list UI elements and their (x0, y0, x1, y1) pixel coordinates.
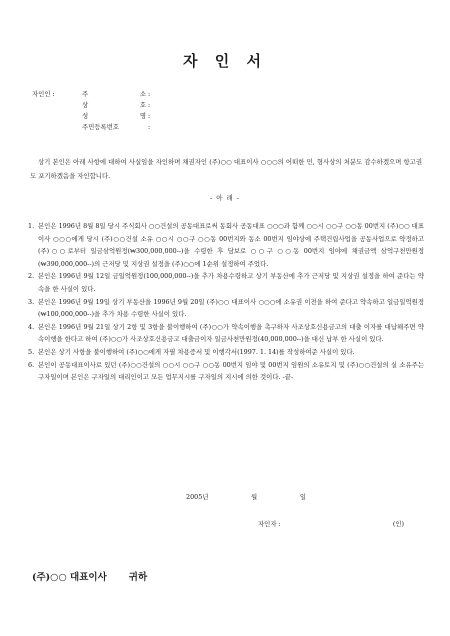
list-item (28, 270, 424, 295)
addressee-name: (주)○○ 대표이사 (32, 572, 107, 583)
item-text: 본인은 1996년 8월 8일 당시 주식회사 ○○건설의 공동대표로써 동회사 공동대표 ○○○과 함께 ○○시 ○○구 ○○동 00번지 (주)○○ 대표이사 ○○○에게 당시 (주)○○건설 소유 ○○시 ○○구 ○○동 00번지와 동소 00번지 임야상에 주택건립사업을 공동사업으로 약정하고 (주)○○로부터 일금삼억원정(₩300,000,000--)을 수령한 후 담보로 ○○구 ○○동 00번지 임야에 채권금액 삼억구천만원정(₩390,000,000--)의 근저당 및 지상권 설정을 (주)○○에 1순위 설정하여 주었다. (38, 222, 424, 268)
list-item (28, 346, 424, 359)
item-text: 본인은 1996년 9월 21일 상기 2항 및 3항을 불이행하여 (주)○○가 약속이행을 촉구하자 사조상호신용금고의 대출 이자를 대납해주면 약속이행을 한다고 하여 (주)○○가 사조상호신용금고 대출금이자 일금사천만원정(40,000,000--)을 대신 납부 한 사실이 있다. (38, 322, 424, 344)
section-separator: - 아 래 - (210, 194, 240, 202)
date-day: 일 (299, 493, 306, 501)
address-label: 주 소 (82, 90, 146, 98)
resident-number-colon: : (148, 123, 151, 131)
item-text: 본인이 공동대표이사로 있던 (주)○○건설의 ○○시 ○○구 ○○동 00번지 임야 및 00번지 임원의 소유토지 및 (주)○○건설의 실 소유주는 구자일이며 본인은 구자일의 대리인이고 모든 업무지시를 구자일의 지시에 의한 것이다. -끝- (38, 360, 424, 382)
item-text: 본인은 1996년 9월 12일 금일억원정(100,000,000--)을 추가 차용수령하고 상기 부동산에 추가 근저당 및 지상권 설정을 하여 준다는 약속을 한 사실이 있다. (38, 272, 424, 293)
company-colon: : (148, 101, 151, 109)
intro-paragraph: 상기 본인은 아래 사항에 대하여 사실임을 자인하며 채권자인 (주)○○ 대표이사 ○○○의 어떠한 민, 형사상의 처분도 감수하겠으며 항고권도 포기하겠음을 자인합니다. (30, 158, 422, 180)
name-label: 성 명 (82, 112, 146, 120)
resident-number-label: 주민등록번호 (82, 123, 120, 131)
name-colon: : (148, 112, 151, 120)
item-number: 4. (28, 322, 35, 331)
date-month: 월 (251, 493, 258, 501)
list-item (28, 359, 424, 384)
info-row-name (32, 111, 158, 122)
addressee (32, 569, 147, 583)
item-number: 2. (28, 272, 35, 281)
declarant-head-label: 자인인 : (32, 90, 55, 98)
document-title: 자 인 서 (183, 52, 267, 70)
info-row-company (32, 100, 158, 111)
addressee-suffix: 귀하 (128, 572, 148, 583)
declarant-info (32, 89, 158, 133)
list-item (28, 296, 424, 321)
info-row-address (32, 89, 158, 100)
company-label: 상 호 (82, 101, 146, 109)
item-number: 6. (28, 360, 35, 369)
document-date (186, 492, 306, 501)
date-year: 2005년 (186, 493, 209, 501)
statement-list (28, 220, 424, 384)
item-number: 1. (28, 222, 35, 230)
item-number: 3. (28, 297, 35, 306)
signer-label: 자인자 : (258, 520, 281, 528)
item-text: 본인은 상기 사항을 불이행하여 (주)○○에게 자필 차용증서 및 이행각서(1997. 1. 14)를 작성하여준 사실이 있다. (38, 347, 355, 356)
address-colon: : (148, 90, 151, 98)
signer-line (258, 519, 404, 528)
list-item (28, 321, 424, 346)
info-row-resident-number (32, 122, 158, 133)
item-number: 5. (28, 347, 35, 356)
list-item (28, 220, 424, 270)
item-text: 본인은 1996년 9월 19일 상기 부동산을 1996년 9월 20일 (주)○○ 대표이사 ○○○에 소유권 이전을 하여 준다고 약속하고 일금일억원정(₩100,000,000--)을 추가 차용 수령한 사실이 있다. (38, 297, 424, 319)
seal-mark: (인) (392, 520, 404, 528)
